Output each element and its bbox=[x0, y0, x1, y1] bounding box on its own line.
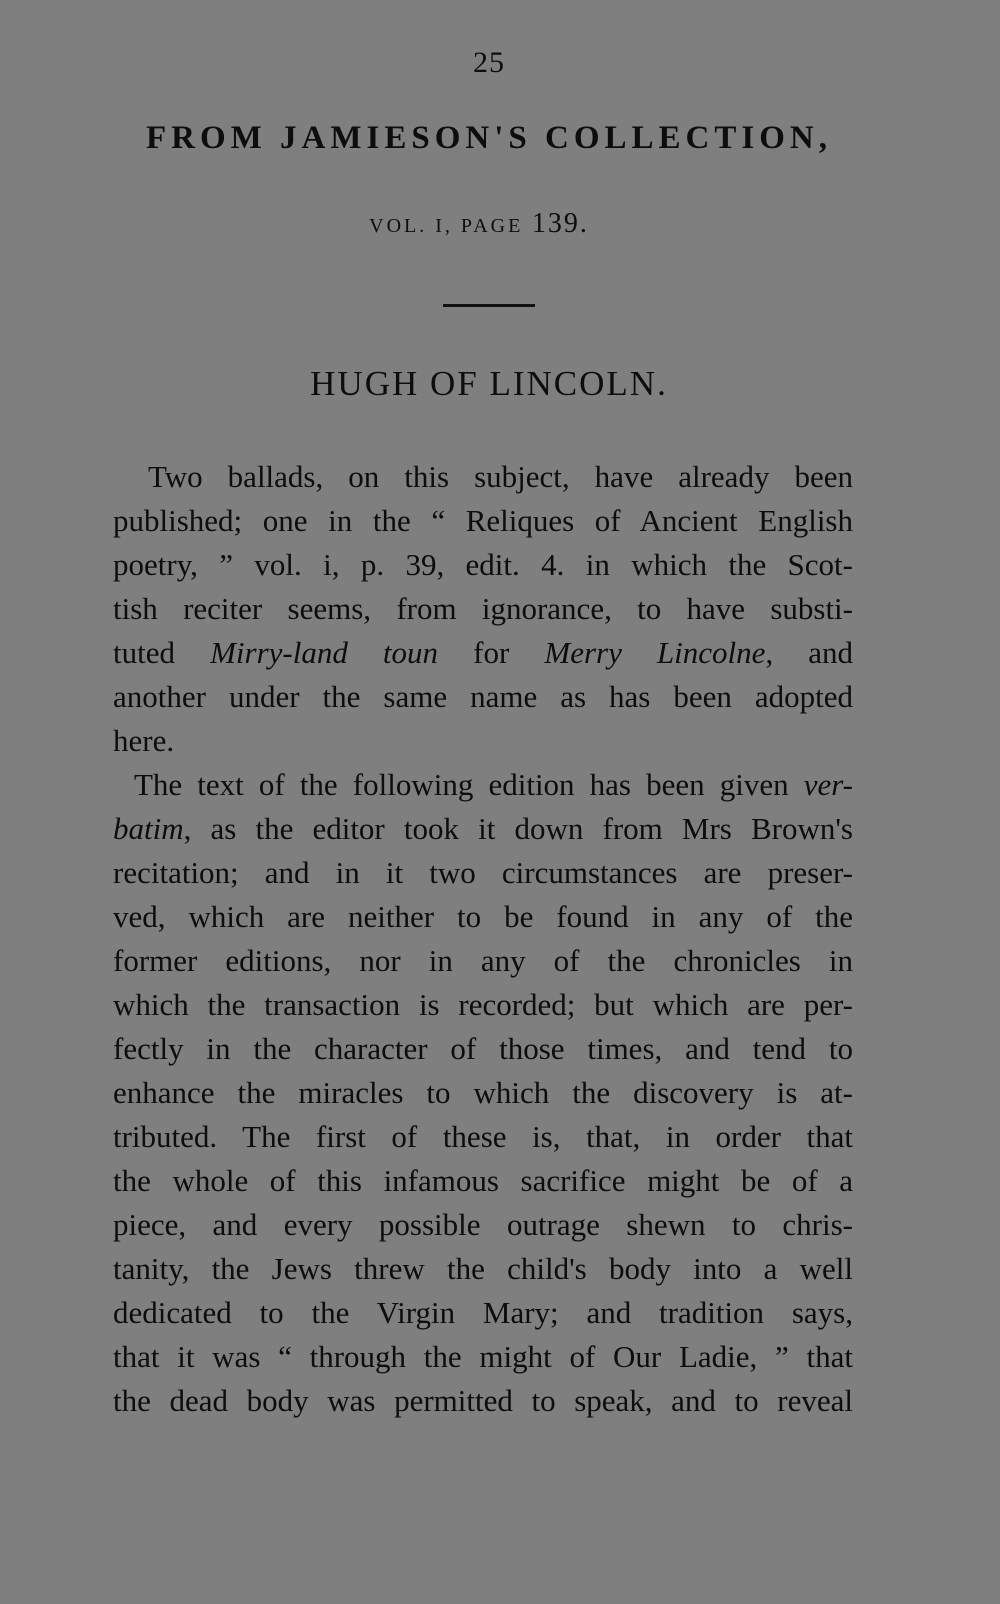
text-line: Two ballads, on this subject, have already been bbox=[148, 459, 853, 494]
text-line: former editions, nor in any of the chronicles in bbox=[113, 943, 853, 978]
text-line: another under the same name as has been adopted bbox=[113, 679, 853, 714]
reference-page: 139. bbox=[531, 208, 589, 239]
text-line: piece, and every possible outrage shewn to chris- bbox=[113, 1207, 853, 1242]
text-line: which the transaction is recorded; but which are per- bbox=[113, 987, 853, 1022]
text-line: the whole of this infamous sacrifice might be of a bbox=[113, 1163, 853, 1198]
italic-phrase: ver- bbox=[803, 767, 853, 802]
text-span: The text of the following edition has been given bbox=[134, 767, 789, 802]
text-line: ved, which are neither to be found in any of the bbox=[113, 899, 853, 934]
text-line: dedicated to the Virgin Mary; and tradition says, bbox=[113, 1295, 853, 1330]
text-span: for bbox=[473, 635, 510, 670]
text-line: poetry, ” vol. i, p. 39, edit. 4. in which the Scot- bbox=[113, 547, 853, 582]
text-span: , and bbox=[765, 635, 854, 670]
volume-reference bbox=[0, 208, 958, 240]
italic-phrase: batim bbox=[113, 811, 184, 846]
text-line: published; one in the “ Reliques of Ancient English bbox=[113, 503, 853, 538]
text-line: recitation; and in it two circumstances are preser- bbox=[113, 855, 853, 890]
text-line bbox=[113, 634, 853, 674]
text-span: tuted bbox=[113, 635, 175, 670]
italic-phrase: Mirry-land toun bbox=[210, 635, 439, 670]
text-line: the dead body was permitted to speak, and to reveal bbox=[113, 1383, 853, 1418]
text-line: enhance the miracles to which the discovery is at- bbox=[113, 1075, 853, 1110]
italic-phrase: Merry Lincolne bbox=[544, 635, 766, 670]
text-line: tanity, the Jews threw the child's body into a well bbox=[113, 1251, 853, 1286]
page-number: 25 bbox=[473, 46, 505, 79]
ballad-title: HUGH OF LINCOLN. bbox=[310, 364, 668, 403]
text-line: tributed. The first of these is, that, in order that bbox=[113, 1119, 853, 1154]
text-line bbox=[113, 810, 853, 850]
text-line: tish reciter seems, from ignorance, to have substi- bbox=[113, 591, 853, 626]
text-line bbox=[134, 766, 853, 806]
text-line: here. bbox=[113, 723, 175, 758]
reference-prefix: VOL. I, PAGE bbox=[369, 215, 524, 237]
running-title: FROM JAMIESON'S COLLECTION, bbox=[146, 120, 832, 156]
divider-rule bbox=[443, 304, 535, 307]
text-span: , as the editor took it down from Mrs Brown's bbox=[183, 811, 853, 846]
text-line: fectly in the character of those times, and tend to bbox=[113, 1031, 853, 1066]
text-line: that it was “ through the might of Our Ladie, ” that bbox=[113, 1339, 853, 1374]
